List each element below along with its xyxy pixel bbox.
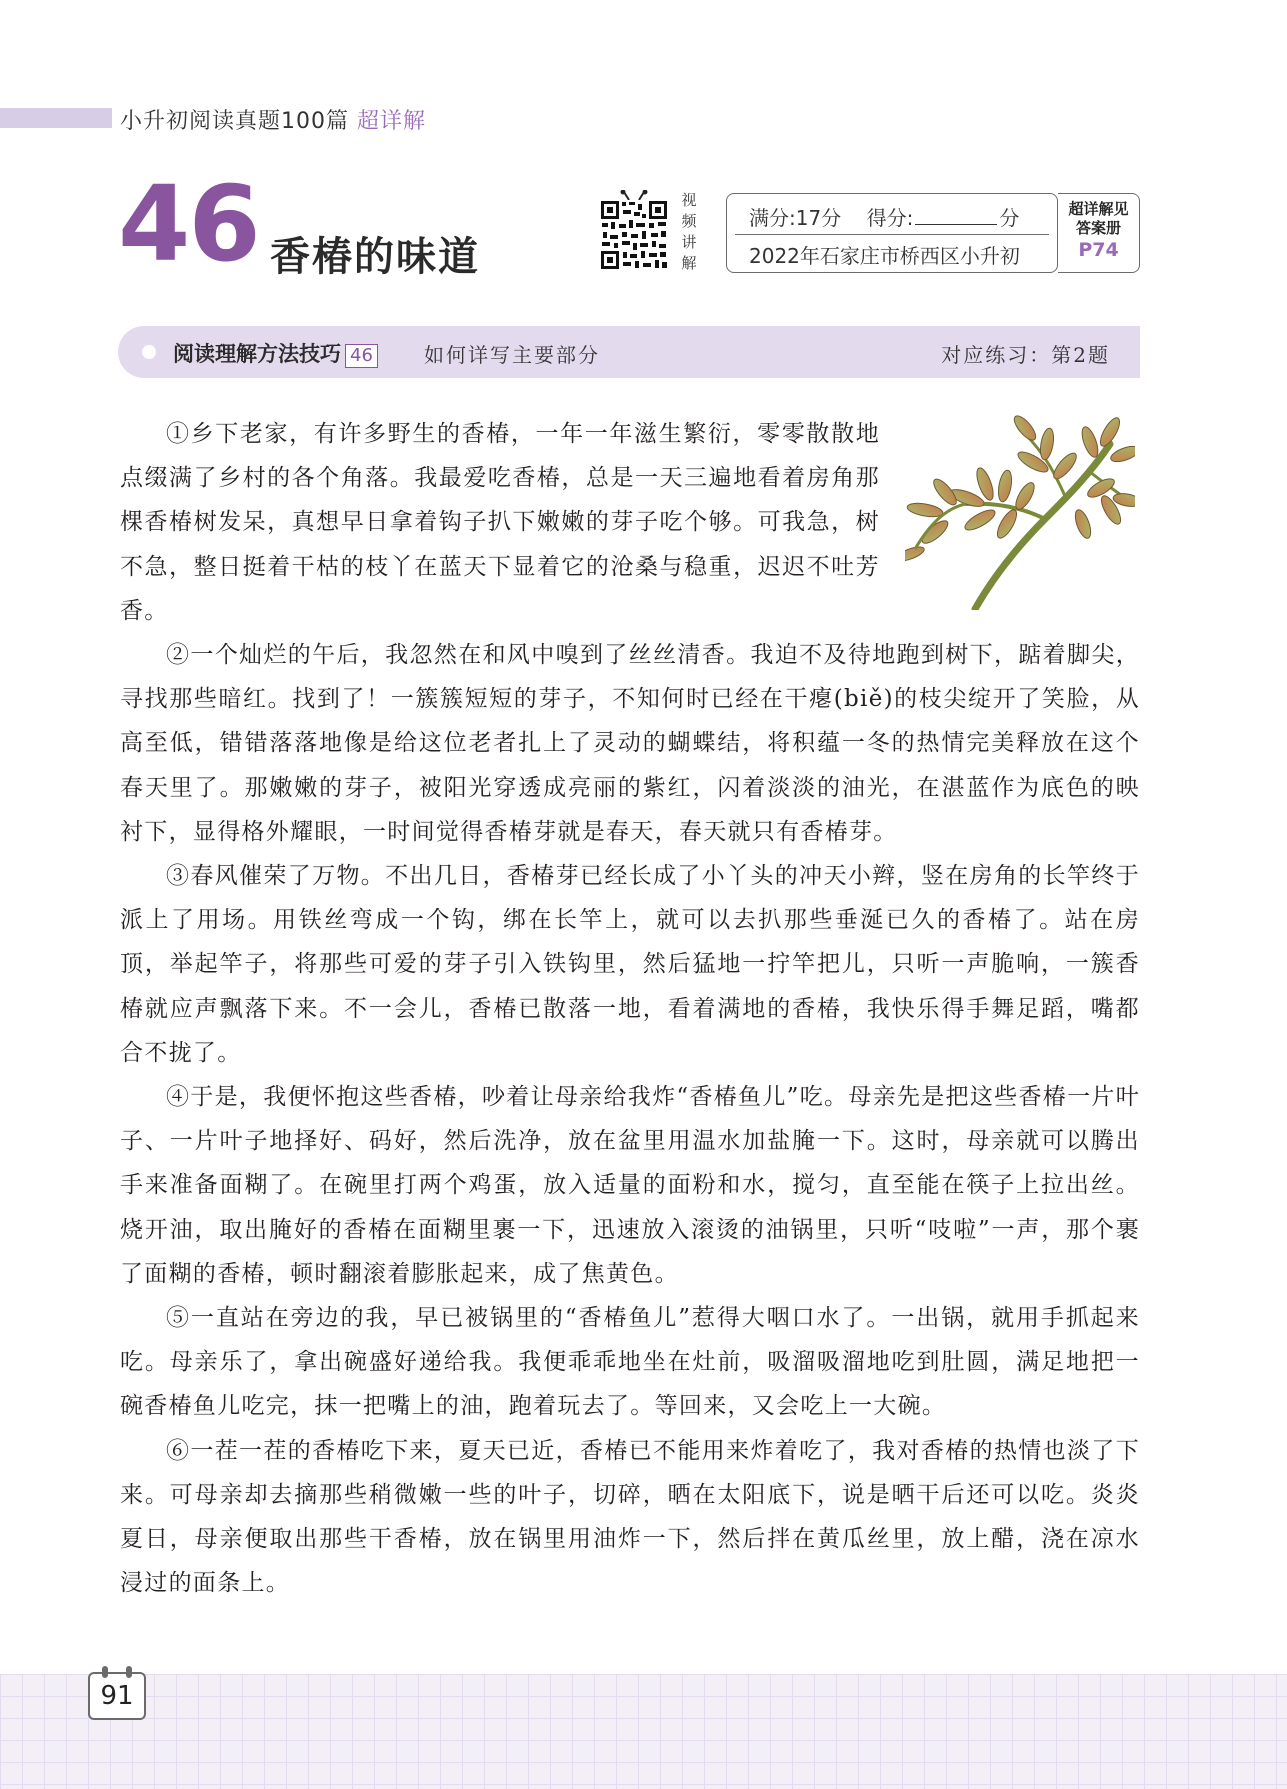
method-number: 46 [345, 344, 378, 368]
score-blank[interactable] [915, 206, 997, 225]
paragraph-3: ③春风催荣了万物。不出几日，香椿芽已经长成了小丫头的冲天小辫，竖在房角的长竿终于派上了用场。用铁丝弯成一个钩，绑在长竿上，就可以去扒那些垂涎已久的香椿了。站在房顶，举起竿子，将那些可爱的芽子引入铁钩里，然后猛地一拧竿把儿，只听一声脆响，一簇香椿就应声飘落下来。不一会儿，香椿已散落一地，看着满地的香椿，我快乐得手舞足蹈，嘴都合不拢了。 [120, 863, 1140, 1066]
score-unit: 分 [999, 206, 1020, 230]
paragraph-5: ⑤一直站在旁边的我，早已被锅里的“香椿鱼儿”惹得大咽口水了。一出锅，就用手抓起来吃。母亲乐了，拿出碗盛好递给我。我便乖乖地坐在灶前，吸溜吸溜地吃到肚圆，满足地把一碗香椿鱼儿吃完，抹一把嘴上的油，跑着玩去了。等回来，又会吃上一大碗。 [120, 1305, 1140, 1420]
answer-ref-page: P74 [1078, 239, 1119, 261]
paragraph-1: ①乡下老家，有许多野生的香椿，一年一年滋生繁衍，零零散散地点缀满了乡村的各个角落。我最爱吃香椿，总是一天三遍地看着房角那棵香椿树发呆，真想早日拿着钩子扒下嫩嫩的芽子吃个够。可我急，树不急，整日挺着干枯的枝丫在蓝天下显着它的沧桑与稳重，迟迟不吐芳香。 [120, 421, 880, 624]
video-explain-label: 视 频 讲 解 [681, 191, 697, 272]
practice-reference: 对应练习：第2题 [941, 343, 1110, 367]
binder-ring-icon [102, 1666, 108, 1678]
full-marks: 满分:17分 [749, 206, 842, 230]
qr-code-icon[interactable] [598, 190, 670, 272]
header-band [0, 108, 112, 128]
score-row [749, 202, 1019, 231]
lesson-number: 46 [118, 163, 259, 285]
lesson-title: 香椿的味道 [270, 234, 480, 280]
answer-ref-line2: 答案册 [1075, 219, 1121, 237]
page-number: 91 [88, 1672, 146, 1720]
footer-grid [0, 1674, 1287, 1789]
method-description: 如何详写主要部分 [424, 343, 600, 367]
answer-ref-line1: 超详解见 [1068, 200, 1129, 218]
paragraph-6: ⑥一茬一茬的香椿吃下来，夏天已近，香椿已不能用来炸着吃了，我对香椿的热情也淡了下来。可母亲却去摘那些稍微嫩一些的叶子，切碎，晒在太阳底下，说是晒干后还可以吃。炎炎夏日，母亲便取出那些干香椿，放在锅里用油炸一下，然后拌在黄瓜丝里，放上醋，浇在凉水浸过的面条上。 [120, 1437, 1140, 1597]
method-bar [118, 326, 1140, 378]
series-title-highlight: 超详解 [357, 109, 427, 134]
binder-ring-icon [126, 1666, 132, 1678]
score-label: 得分: [866, 206, 914, 230]
paragraph-2: ②一个灿烂的午后，我忽然在和风中嗅到了丝丝清香。我迫不及待地跑到树下，踮着脚尖，寻找那些暗红。找到了！一簇簇短短的芽子，不知何时已经在干瘪(biě)的枝尖绽开了笑脸，从高至低，错错落落地像是给这位老者扎上了灵动的蝴蝶结，将积蕴一冬的热情完美释放在这个春天里了。那嫩嫩的芽子，被阳光穿透成亮丽的紫红，闪着淡淡的油光，在湛蓝作为底色的映衬下，显得格外耀眼，一时间觉得香椿芽就是春天，春天就只有香椿芽。 [120, 642, 1140, 845]
article-body [120, 412, 1140, 1605]
score-box [726, 193, 1058, 273]
series-title-text: 小升初阅读真题100篇 [120, 109, 349, 134]
score-divider [735, 234, 1049, 235]
exam-source: 2022年石家庄市桥西区小升初 [749, 244, 1020, 268]
paragraph-4: ④于是，我便怀抱这些香椿，吵着让母亲给我炸“香椿鱼儿”吃。母亲先是把这些香椿一片叶子、一片叶子地择好、码好，然后洗净，放在盆里用温水加盐腌一下。这时，母亲就可以腾出手来准备面糊了。在碗里打两个鸡蛋，放入适量的面粉和水，搅匀，直至能在筷子上拉出丝。烧开油，取出腌好的香椿在面糊里裹一下，迅速放入滚烫的油锅里，只听“吱啦”一声，那个裹了面糊的香椿，顿时翻滚着膨胀起来，成了焦黄色。 [120, 1084, 1140, 1287]
method-label: 阅读理解方法技巧 46 [173, 338, 378, 368]
answer-reference [1058, 193, 1140, 273]
bullet-dot-icon [142, 345, 156, 359]
series-title [120, 104, 426, 135]
